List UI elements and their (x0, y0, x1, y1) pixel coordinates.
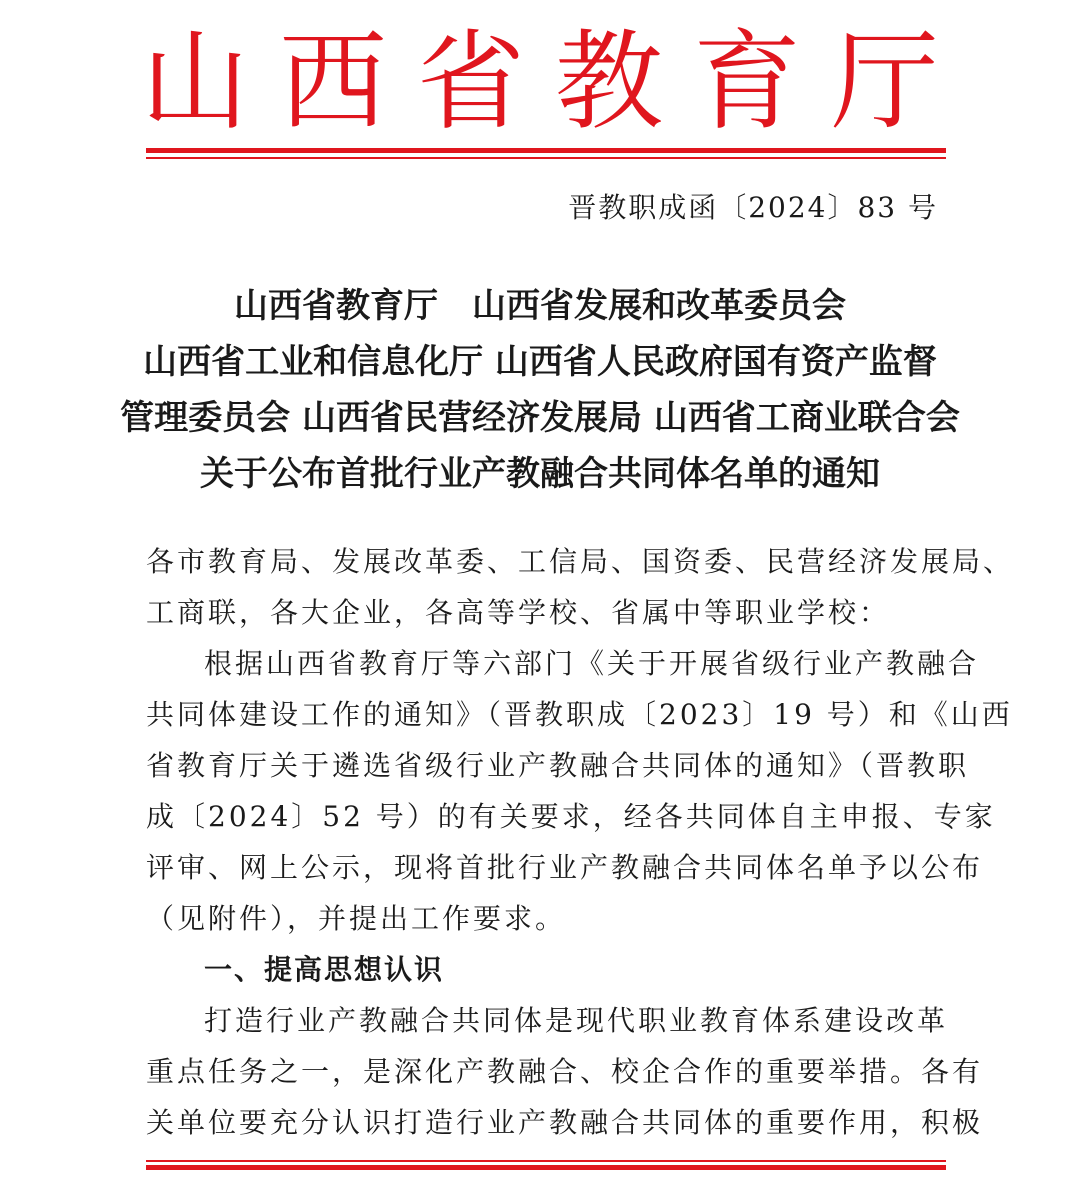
paragraph-line: 成〔2024〕52 号）的有关要求，经各共同体自主申报、专家 (146, 800, 996, 833)
paragraph-line: 重点任务之一，是深化产教融合、校企合作的重要举措。各有 (146, 1055, 984, 1088)
paragraph-line: 根据山西省教育厅等六部门《关于开展省级行业产教融合 (204, 647, 980, 680)
paragraph-line: 共同体建设工作的通知》（晋教职成〔2023〕19 号）和《山西 (146, 698, 1013, 731)
addressee-line: 工商联，各大企业，各高等学校、省属中等职业学校： (146, 596, 891, 629)
addressee-line: 各市教育局、发展改革委、工信局、国资委、民营经济发展局、 (146, 545, 1015, 578)
paragraph-line: （见附件），并提出工作要求。 (146, 902, 567, 935)
document-number: 晋教职成函〔2024〕83 号 (568, 191, 938, 224)
title-line: 山西省工业和信息化厅 山西省人民政府国有资产监督 (143, 342, 937, 382)
notice-body (146, 536, 1015, 1148)
title-line: 管理委员会 山西省民营经济发展局 山西省工商业联合会 (120, 398, 960, 438)
title-line: 关于公布首批行业产教融合共同体名单的通知 (200, 454, 880, 494)
paragraph-line: 省教育厅关于遴选省级行业产教融合共同体的通知》（晋教职 (146, 749, 970, 782)
title-line: 山西省教育厅 山西省发展和改革委员会 (234, 286, 846, 326)
footer-rule-thick (146, 1165, 946, 1170)
masthead-title: 山西省教育厅 (140, 20, 969, 145)
footer-rule-thin (146, 1160, 946, 1162)
paragraph-line: 评审、网上公示，现将首批行业产教融合共同体名单予以公布 (146, 851, 984, 884)
masthead-rule-thin (146, 157, 946, 159)
notice-title (100, 278, 980, 502)
paragraph-line: 关单位要充分认识打造行业产教融合共同体的重要作用，积极 (146, 1106, 984, 1139)
masthead-rule-thick (146, 148, 946, 153)
paragraph-line: 打造行业产教融合共同体是现代职业教育体系建设改革 (204, 1004, 949, 1037)
section-heading: 一、提高思想认识 (204, 953, 445, 986)
